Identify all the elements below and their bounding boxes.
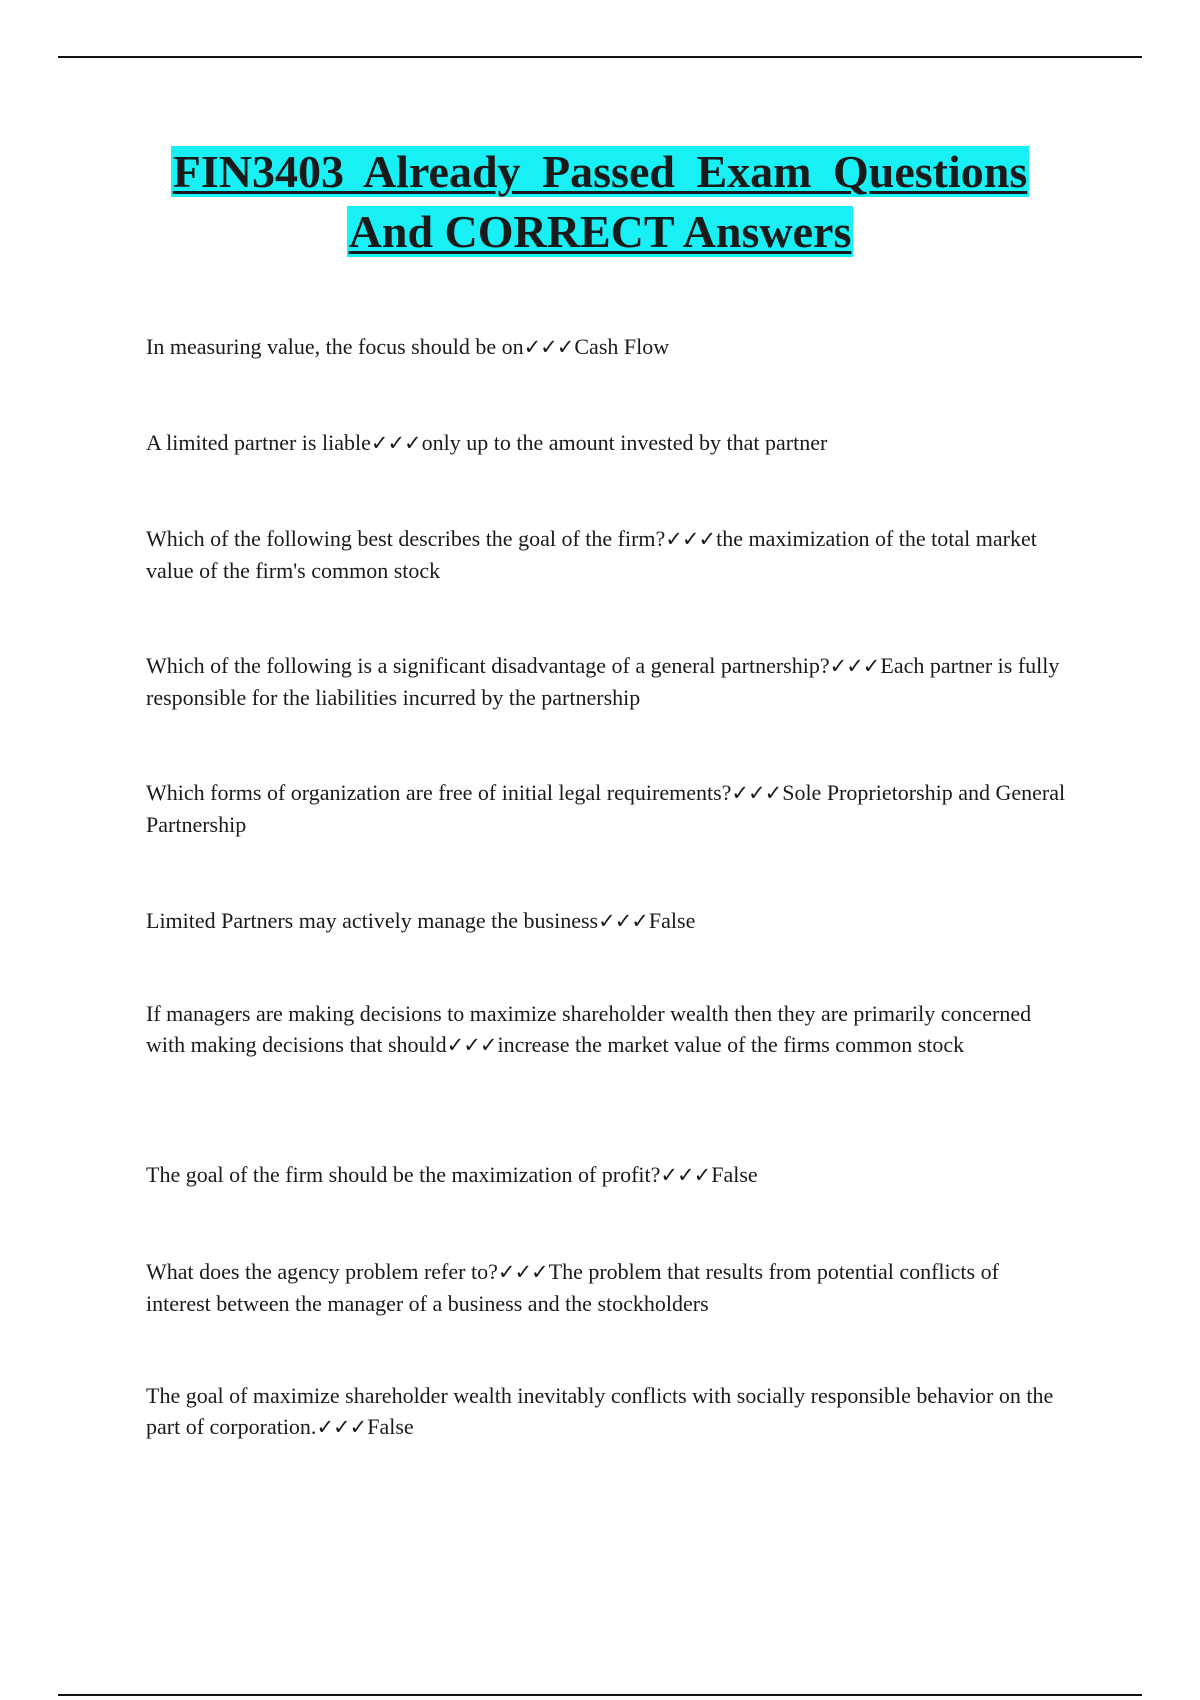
qa-item [146,777,1066,840]
answer-text: False [648,908,696,933]
checkmark-icon: ✓✓✓ [497,1260,548,1284]
checkmark-icon: ✓✓✓ [829,654,880,678]
checkmark-icon: ✓✓✓ [446,1033,497,1057]
answer-text: increase the market value of the firms common stock [497,1032,965,1057]
title-line-1: FIN3403 Already Passed Exam Questions [172,146,1028,197]
checkmark-icon: ✓✓✓ [316,1415,367,1439]
answer-text: False [711,1162,758,1187]
question-text: Which forms of organization are free of initial legal requirements? [146,780,732,805]
question-text: Which of the following best describes the goal of the firm? [146,526,666,551]
document-title [60,142,1140,262]
question-text: A limited partner is liable [146,430,371,455]
checkmark-icon: ✓✓✓ [731,781,782,805]
qa-item [146,998,1066,1061]
answer-text: the maximization of the total market value of the firm's common stock [146,526,1037,583]
checkmark-icon: ✓✓✓ [370,431,421,455]
answer-text: Sole Proprietorship and General Partnership [146,780,1066,837]
title-line-2: And CORRECT Answers [348,206,852,257]
question-text: Which of the following is a significant disadvantage of a general partnership? [146,653,830,678]
checkmark-icon: ✓✓✓ [665,527,716,551]
answer-text: Each partner is fully responsible for the liabilities incurred by the partnership [146,653,1060,710]
checkmark-icon: ✓✓✓ [523,335,574,359]
qa-item [146,905,1066,937]
question-text: The goal of the firm should be the maximization of profit? [146,1162,661,1187]
answer-text: False [367,1414,414,1439]
qa-item [146,650,1066,713]
question-text: The goal of maximize shareholder wealth inevitably conflicts with socially responsible behavior on the part of corporation. [146,1383,1054,1439]
qa-item [146,1159,1066,1191]
checkmark-icon: ✓✓✓ [660,1163,711,1187]
top-divider [58,56,1142,58]
qa-item [146,331,1066,363]
qa-item [146,1256,1066,1319]
question-text: In measuring value, the focus should be on [146,334,524,359]
answer-text: only up to the amount invested by that partner [421,430,828,455]
answer-text: Cash Flow [574,334,670,359]
question-text: If managers are making decisions to maximize shareholder wealth then they are primarily concerned with making decisions that should [146,1001,1032,1057]
qa-item [146,1380,1066,1443]
question-text: Limited Partners may actively manage the business [146,908,599,933]
qa-item [146,523,1066,586]
question-text: What does the agency problem refer to? [146,1259,498,1284]
checkmark-icon: ✓✓✓ [598,909,648,933]
bottom-divider [58,1694,1142,1696]
answer-text: The problem that results from potential conflicts of interest between the manager of a business and the stockholders [146,1259,999,1316]
qa-item [146,427,1066,459]
